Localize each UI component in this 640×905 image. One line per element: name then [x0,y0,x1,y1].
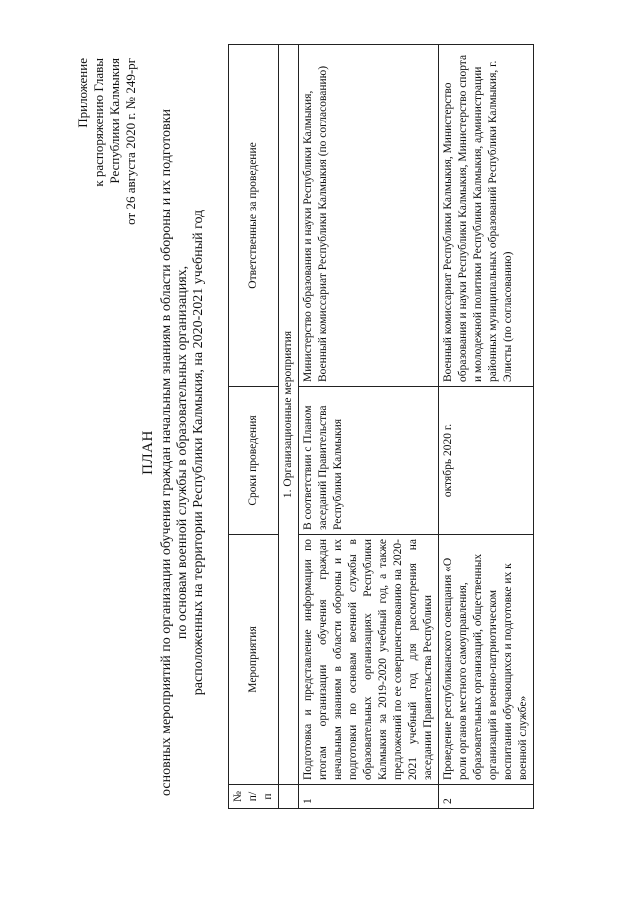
row-deadline: октябрь 2020 г. [439,387,534,535]
row-num: 2 [439,785,534,809]
section-title: 1. Организационные мероприятия [279,45,299,785]
annex-block [75,58,139,225]
plan-table [228,44,534,809]
row-responsible: Военный комиссариат Республики Калмыкия, Министерство образования и науки Республики Калмыкия, Министерство спорта и молодежной политики Республики Калмыкия, администрации районных муниципальных образований Республики Калмыкия, г. Элисты (по согласованию) [439,45,534,387]
plan-heading: ПЛАН [140,430,156,475]
table-row [439,45,534,809]
row-event: Подготовка и представление информации по итогам организации обучения граждан начальным знаниям в области обороны и их подготовки по основам военной службы в образовательных организациях Республики Калмыкия за 2019-2020 учебный год, а также предложений по ее совершенствованию на 2020-2021 учебный год для рассмотрения на заседании Правительства Республики [299,535,439,785]
header-deadline: Сроки проведения [229,387,279,535]
plan-line-1: основных мероприятий по организации обучения граждан начальным знаниям в области обороны и их подготовки [159,109,174,796]
header-event: Мероприятия [229,535,279,785]
annex-line-2: к распоряжению Главы [91,58,106,187]
annex-line-1: Приложение [75,58,90,128]
plan-title [140,0,207,905]
section-row [279,45,299,809]
row-num: 1 [299,785,439,809]
table-row [299,45,439,809]
annex-line-4: от 26 августа 2020 г. № 249-рг [123,58,138,225]
row-deadline: В соответствии с Планом заседаний Правительства Республики Калмыкия [299,387,439,535]
annex-line-3: Республики Калмыкия [107,58,122,184]
header-num: № п/п [229,785,279,809]
row-responsible: Министерство образования и науки Республики Калмыкия, Военный комиссариат Республики Калмыкия (по согласованию) [299,45,439,387]
header-responsible: Ответственные за проведение [229,45,279,387]
table-header-row [229,45,279,809]
plan-line-3: расположенных на территории Республики Калмыкия, на 2020-2021 учебный год [191,209,206,696]
plan-line-2: по основам военной службы в образовательных организациях, [175,265,190,640]
row-event: Проведение республиканского совещания «О роли органов местного самоуправления, образовательных организаций, общественных организаций в военно-патриотическом воспитании обучающихся и подготовке их к военной службе» [439,535,534,785]
